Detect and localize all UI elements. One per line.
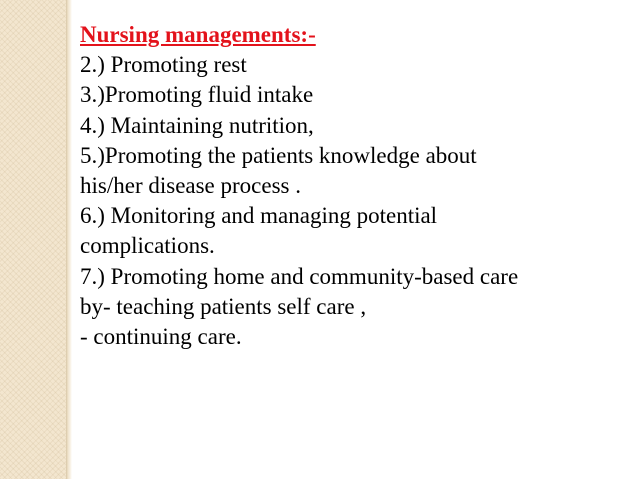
- slide-heading: Nursing managements:-: [80, 22, 316, 47]
- decorative-side-band: [0, 0, 66, 479]
- side-band-edge: [66, 0, 72, 479]
- list-item-continuation: by- teaching patients self care ,: [80, 293, 367, 319]
- list-item-continuation: complications.: [80, 233, 215, 259]
- list-item: 6.) Monitoring and managing potential: [80, 203, 438, 229]
- list-item-continuation: his/her disease process .: [80, 173, 301, 199]
- slide-content: [80, 20, 630, 352]
- list-item-continuation: - continuing care.: [80, 324, 242, 350]
- list-item: 2.) Promoting rest: [80, 52, 247, 78]
- list-item: 5.)Promoting the patients knowledge about: [80, 142, 477, 168]
- list-item: 7.) Promoting home and community-based care: [80, 263, 519, 289]
- list-item: 3.)Promoting fluid intake: [80, 82, 314, 108]
- list-item: 4.) Maintaining nutrition,: [80, 112, 314, 138]
